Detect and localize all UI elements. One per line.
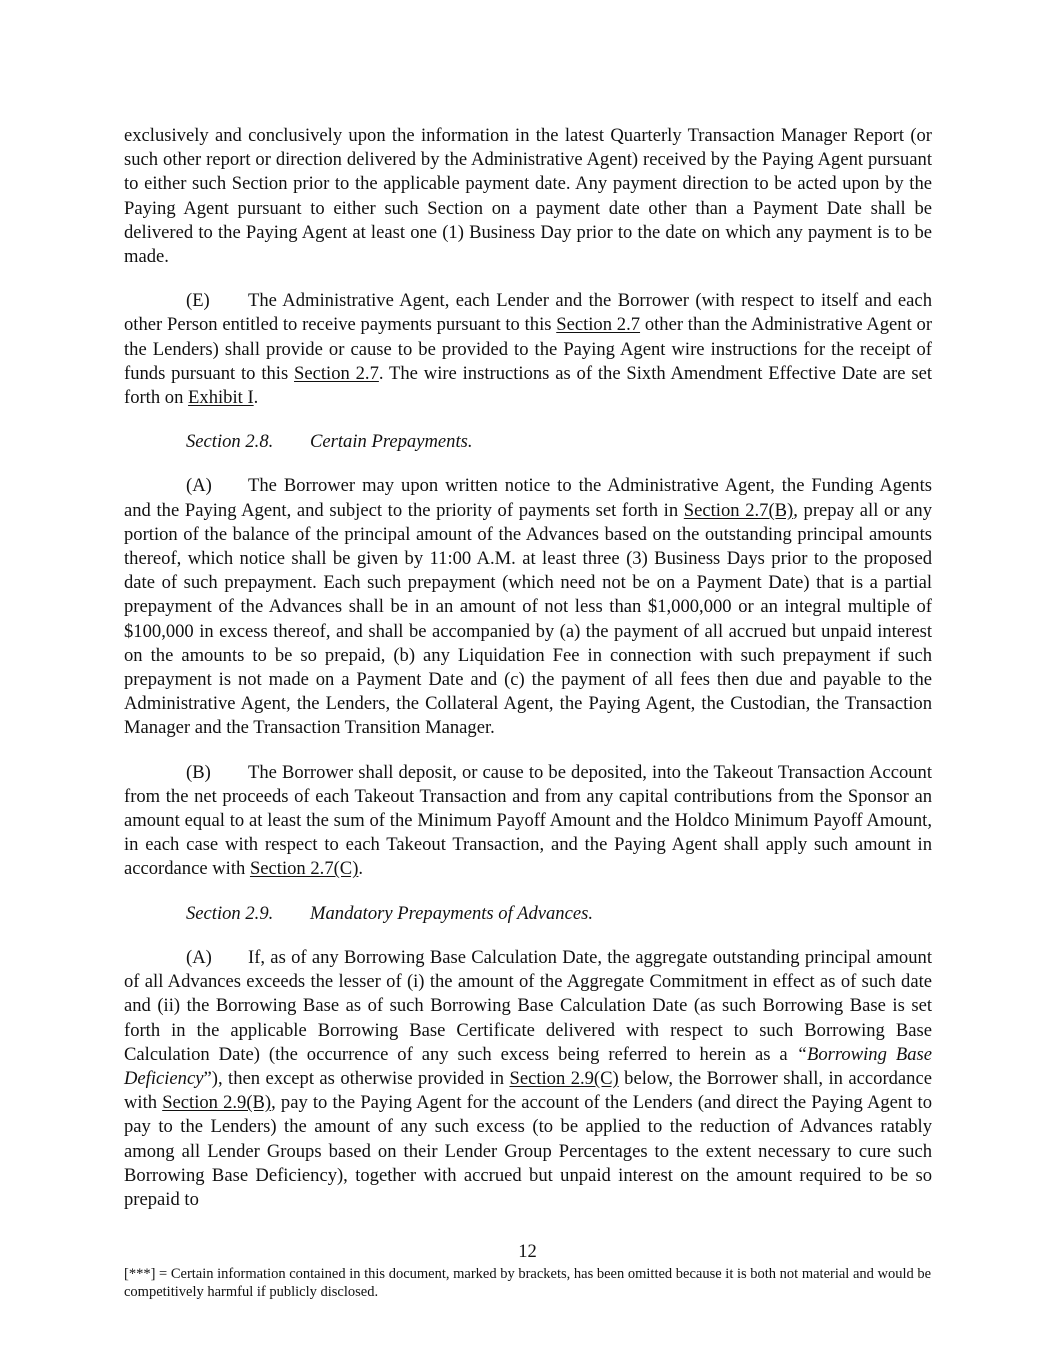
clause-label: (A) (186, 946, 212, 968)
paragraph-text: , pay to the Paying Agent for the account of the Lenders (and direct the Paying Agent to pay to the Lenders) the amount of any such excess (to be applied to the reduction of Advances ratably among all Lender Groups based on their Lender Group Percentages to the extent necessary to cure such Borrowing Base Deficiency), together with accrued but unpaid interest on the amount required to be so prepaid to (124, 1092, 932, 1210)
paragraph-2-9-a (124, 946, 932, 1212)
paragraph-text: other than the Administrative Agent or the Lenders) shall provide or cause to be provided to the Paying Agent wire instructions for the receipt of funds pursuant to this (124, 314, 933, 384)
confidentiality-footnote: [***] = Certain information contained in this document, marked by brackets, has been omitted because it is both not material and would be competitively harmful if publicly disclosed. (124, 1266, 932, 1300)
section-title: Certain Prepayments. (310, 431, 473, 453)
paragraph-text: . (358, 858, 364, 880)
paragraph-2-8-b (124, 761, 932, 882)
section-heading-2-8 (124, 430, 932, 454)
section-number: Section 2.9. (186, 902, 274, 924)
paragraph-2-7-e (124, 289, 932, 410)
paragraph-text: , prepay all or any portion of the balance of the principal amount of the Advances based on the outstanding principal amounts thereof, which notice shall be given by 11:00 A.M. at least three (3) Business Days prior to the proposed date of such prepayment. Each such prepayment (which need not be on a Payment Date) that is a partial prepayment of the Advances shall be in an amount of not less than $1,000,000 or an integral multiple of $100,000 in excess thereof, and shall be accompanied by (a) the payment of all accrued but unpaid interest on the amounts to be so prepaid, (b) any Liquidation Fee in connection with such prepayment if such prepayment is not made on a Payment Date and (c) the payment of all fees then due and payable to the Administrative Agent, the Lenders, the Collateral Agent, the Paying Agent, the Custodian, the Transaction Manager and the Transaction Transition Manager. (124, 499, 932, 739)
clause-label: (B) (186, 761, 211, 783)
paragraph-text: The Borrower may upon written notice to the Administrative Agent, the Funding Agents and the Paying Agent, and subject to the priority of payments set forth in (124, 475, 932, 521)
exhibit-reference: Exhibit I (188, 387, 254, 409)
paragraph-text: The Borrower shall deposit, or cause to be deposited, into the Takeout Transaction Account from the net proceeds of each Takeout Transaction and from any capital contributions from the Sponsor an amount equal to at least the sum of the Minimum Payoff Amount and the Holdco Minimum Payoff Amount, in each case with respect to each Takeout Transaction, and the Paying Agent shall apply such amount in accordance with (124, 761, 932, 880)
page-number: 12 (518, 1241, 537, 1262)
defined-term: “Borrowing Base Deficiency (124, 1043, 932, 1089)
paragraph-text: exclusively and conclusively upon the information in the latest Quarterly Transaction Manager Report (or such other report or direction delivered by the Administrative Agent) received by the Paying Agent pursuant to either such Section prior to the applicable payment date. Any payment direction to be acted upon by the Paying Agent pursuant to either such Section on a payment date other than a Payment Date shall be delivered to the Paying Agent at least one (1) Business Day prior to the date on which any payment is to be made. (124, 125, 932, 268)
section-heading-2-9 (124, 902, 932, 926)
paragraph-text: ”), then except as otherwise provided in (203, 1067, 510, 1089)
document-body (124, 124, 932, 1212)
paragraph-text: . (253, 387, 259, 409)
paragraph-text: below, the Borrower shall, in accordance with (124, 1067, 932, 1114)
section-title: Mandatory Prepayments of Advances. (310, 902, 593, 924)
section-reference: Section 2.7 (556, 314, 641, 336)
paragraph-text: . The wire instructions as of the Sixth Amendment Effective Date are set forth on (124, 362, 932, 409)
section-reference: Section 2.9(C) (509, 1067, 619, 1089)
clause-label: (E) (186, 290, 210, 312)
paragraph-text: If, as of any Borrowing Base Calculation Date, the aggregate outstanding principal amount of all Advances exceeds the lesser of (i) the amount of the Aggregate Commitment in effect as of such date and (ii) the Borrowing Base as of such Borrowing Base Calculation Date (as such Borrowing Base is set forth in the applicable Borrowing Base Certificate delivered with respect to such Borrowing Base Calculation Date) (the occurrence of any such excess being referred to herein as a (124, 946, 932, 1065)
section-reference: Section 2.7 (294, 362, 379, 384)
paragraph-continuation (124, 124, 932, 269)
section-number: Section 2.8. (186, 431, 274, 453)
section-reference: Section 2.7(B) (683, 499, 794, 521)
paragraph-text: The Administrative Agent, each Lender and the Borrower (with respect to itself and each other Person entitled to receive payments pursuant to this (124, 290, 932, 336)
clause-label: (A) (186, 475, 212, 497)
paragraph-2-8-a (124, 474, 932, 740)
section-reference: Section 2.7(C) (249, 858, 359, 880)
section-reference: Section 2.9(B) (162, 1092, 272, 1114)
